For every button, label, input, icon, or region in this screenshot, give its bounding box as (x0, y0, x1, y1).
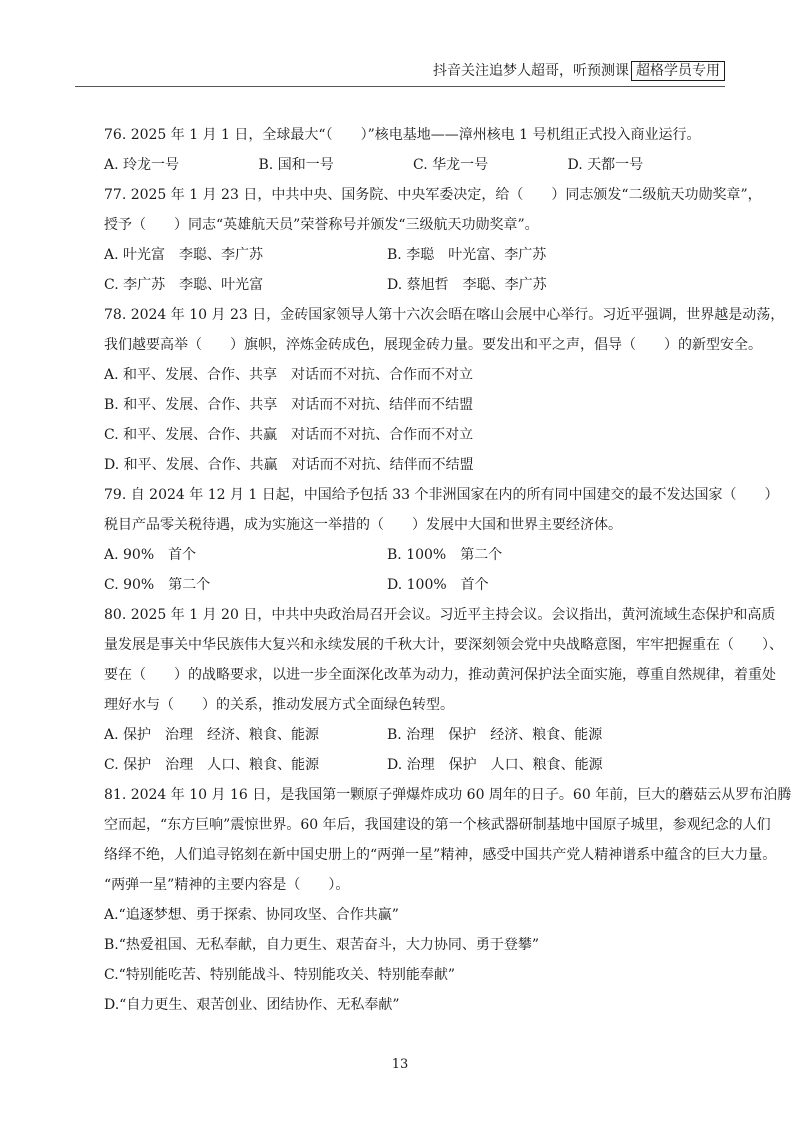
question-text: 我们越要高举（ ）旗帜，淬炼金砖成色，展现金砖力量。要发出和平之声，倡导（ ）的新型安全。 (104, 337, 762, 353)
header-text: 抖音关注追梦人超哥，听预测课 (433, 63, 629, 79)
question-text: 络绎不绝，人们追寻铭刻在新中国史册上的“两弹一星”精神，感受中国共产党人精神谱系中蕴含的巨大力量。 (104, 847, 777, 863)
question-text: 77. 2025 年 1 月 23 日，中共中央、国务院、中央军委决定，给（ ）同志颁发“二级航天功勋奖章”， (104, 187, 762, 203)
option-b: B.“热爱祖国、无私奉献，自力更生、艰苦奋斗，大力协同、勇于登攀” (104, 937, 540, 953)
option-a: A. 保护 治理 经济、粮食、能源 (104, 727, 320, 743)
option-c: C. 90% 第二个 (104, 577, 211, 593)
option-b: B. 李聪 叶光富、李广苏 (387, 247, 547, 263)
option-b: B. 国和一号 (258, 157, 334, 173)
option-c: C. 华龙一号 (413, 157, 489, 173)
question-81 (104, 780, 792, 1020)
option-c: C. 保护 治理 人口、粮食、能源 (104, 757, 320, 773)
header-tag: 超格学员专用 (631, 61, 725, 81)
option-d: D. 和平、发展、合作、共赢 对话而不对抗、结伴而不结盟 (104, 457, 474, 473)
question-80 (104, 600, 783, 780)
page-number: 13 (391, 1057, 409, 1072)
question-77 (104, 180, 762, 300)
options (104, 150, 722, 180)
question-text: 要在（ ）的战略要求，以进一步全面深化改革为动力，推动黄河保护法全面实施，尊重自然规律，着重处 (104, 667, 776, 683)
options (104, 240, 722, 300)
option-d: D. 天都一号 (567, 157, 644, 173)
question-78 (104, 300, 785, 480)
page-header (433, 61, 725, 81)
option-c: C.“特别能吃苦、特别能战斗、特别能攻关、特别能奉献” (104, 967, 455, 983)
question-text: 量发展是事关中华民族伟大复兴和永续发展的千秋大计，要深刻领会党中央战略意图，牢牢把握重在（ ）、 (104, 637, 783, 653)
option-a: A.“追逐梦想、勇于探索、协同攻坚、合作共赢” (104, 907, 399, 923)
header-rule (75, 86, 725, 87)
question-text: 空而起，“东方巨响”震惊世界。60 年后，我国建设的第一个核武器研制基地中国原子城里，参观纪念的人们 (104, 817, 771, 833)
option-a: A. 叶光富 李聪、李广苏 (104, 247, 264, 263)
option-d: D.“自力更生、艰苦创业、团结协作、无私奉献” (104, 997, 400, 1013)
option-b: B. 100% 第二个 (387, 547, 503, 563)
option-d: D. 治理 保护 人口、粮食、能源 (387, 757, 603, 773)
option-d: D. 蔡旭哲 李聪、李广苏 (387, 277, 547, 293)
question-text: 授予（ ）同志“英雄航天员”荣誉称号并颁发“三级航天功勋奖章”。 (104, 217, 539, 233)
question-text: “两弹一星”精神的主要内容是（ ）。 (104, 877, 350, 893)
question-text: 税目产品零关税待遇，成为实施这一举措的（ ）发展中大国和世界主要经济体。 (104, 517, 622, 533)
question-text: 79. 自 2024 年 12 月 1 日起，中国给予包括 33 个非洲国家在内的所有同中国建交的最不发达国家（ ） (104, 487, 779, 503)
option-b: B. 和平、发展、合作、共享 对话而不对抗、结伴而不结盟 (104, 397, 474, 413)
question-text: 78. 2024 年 10 月 23 日，金砖国家领导人第十六次会晤在喀山会展中心举行。习近平强调，世界越是动荡， (104, 307, 785, 323)
question-79 (104, 480, 779, 600)
option-b: B. 治理 保护 经济、粮食、能源 (387, 727, 603, 743)
question-text: 理好水与（ ）的关系，推动发展方式全面绿色转型。 (104, 697, 454, 713)
question-text: 81. 2024 年 10 月 16 日，是我国第一颗原子弹爆炸成功 60 周年的日子。60 年前，巨大的蘑菇云从罗布泊腾 (104, 787, 792, 803)
option-d: D. 100% 首个 (387, 577, 489, 593)
option-c: C. 李广苏 李聪、叶光富 (104, 277, 264, 293)
options (104, 720, 722, 780)
option-a: A. 90% 首个 (104, 547, 197, 563)
question-list (104, 120, 792, 1020)
question-text: 80. 2025 年 1 月 20 日，中共中央政治局召开会议。习近平主持会议。会议指出，黄河流域生态保护和高质 (104, 607, 776, 623)
options (104, 540, 722, 600)
option-a: A. 和平、发展、合作、共享 对话而不对抗、合作而不对立 (104, 367, 474, 383)
question-76 (104, 120, 722, 180)
question-text: 76. 2025 年 1 月 1 日，全球最大“（ ）”核电基地——漳州核电 1 号机组正式投入商业运行。 (104, 127, 701, 143)
option-a: A. 玲龙一号 (104, 157, 180, 173)
option-c: C. 和平、发展、合作、共赢 对话而不对抗、合作而不对立 (104, 427, 474, 443)
